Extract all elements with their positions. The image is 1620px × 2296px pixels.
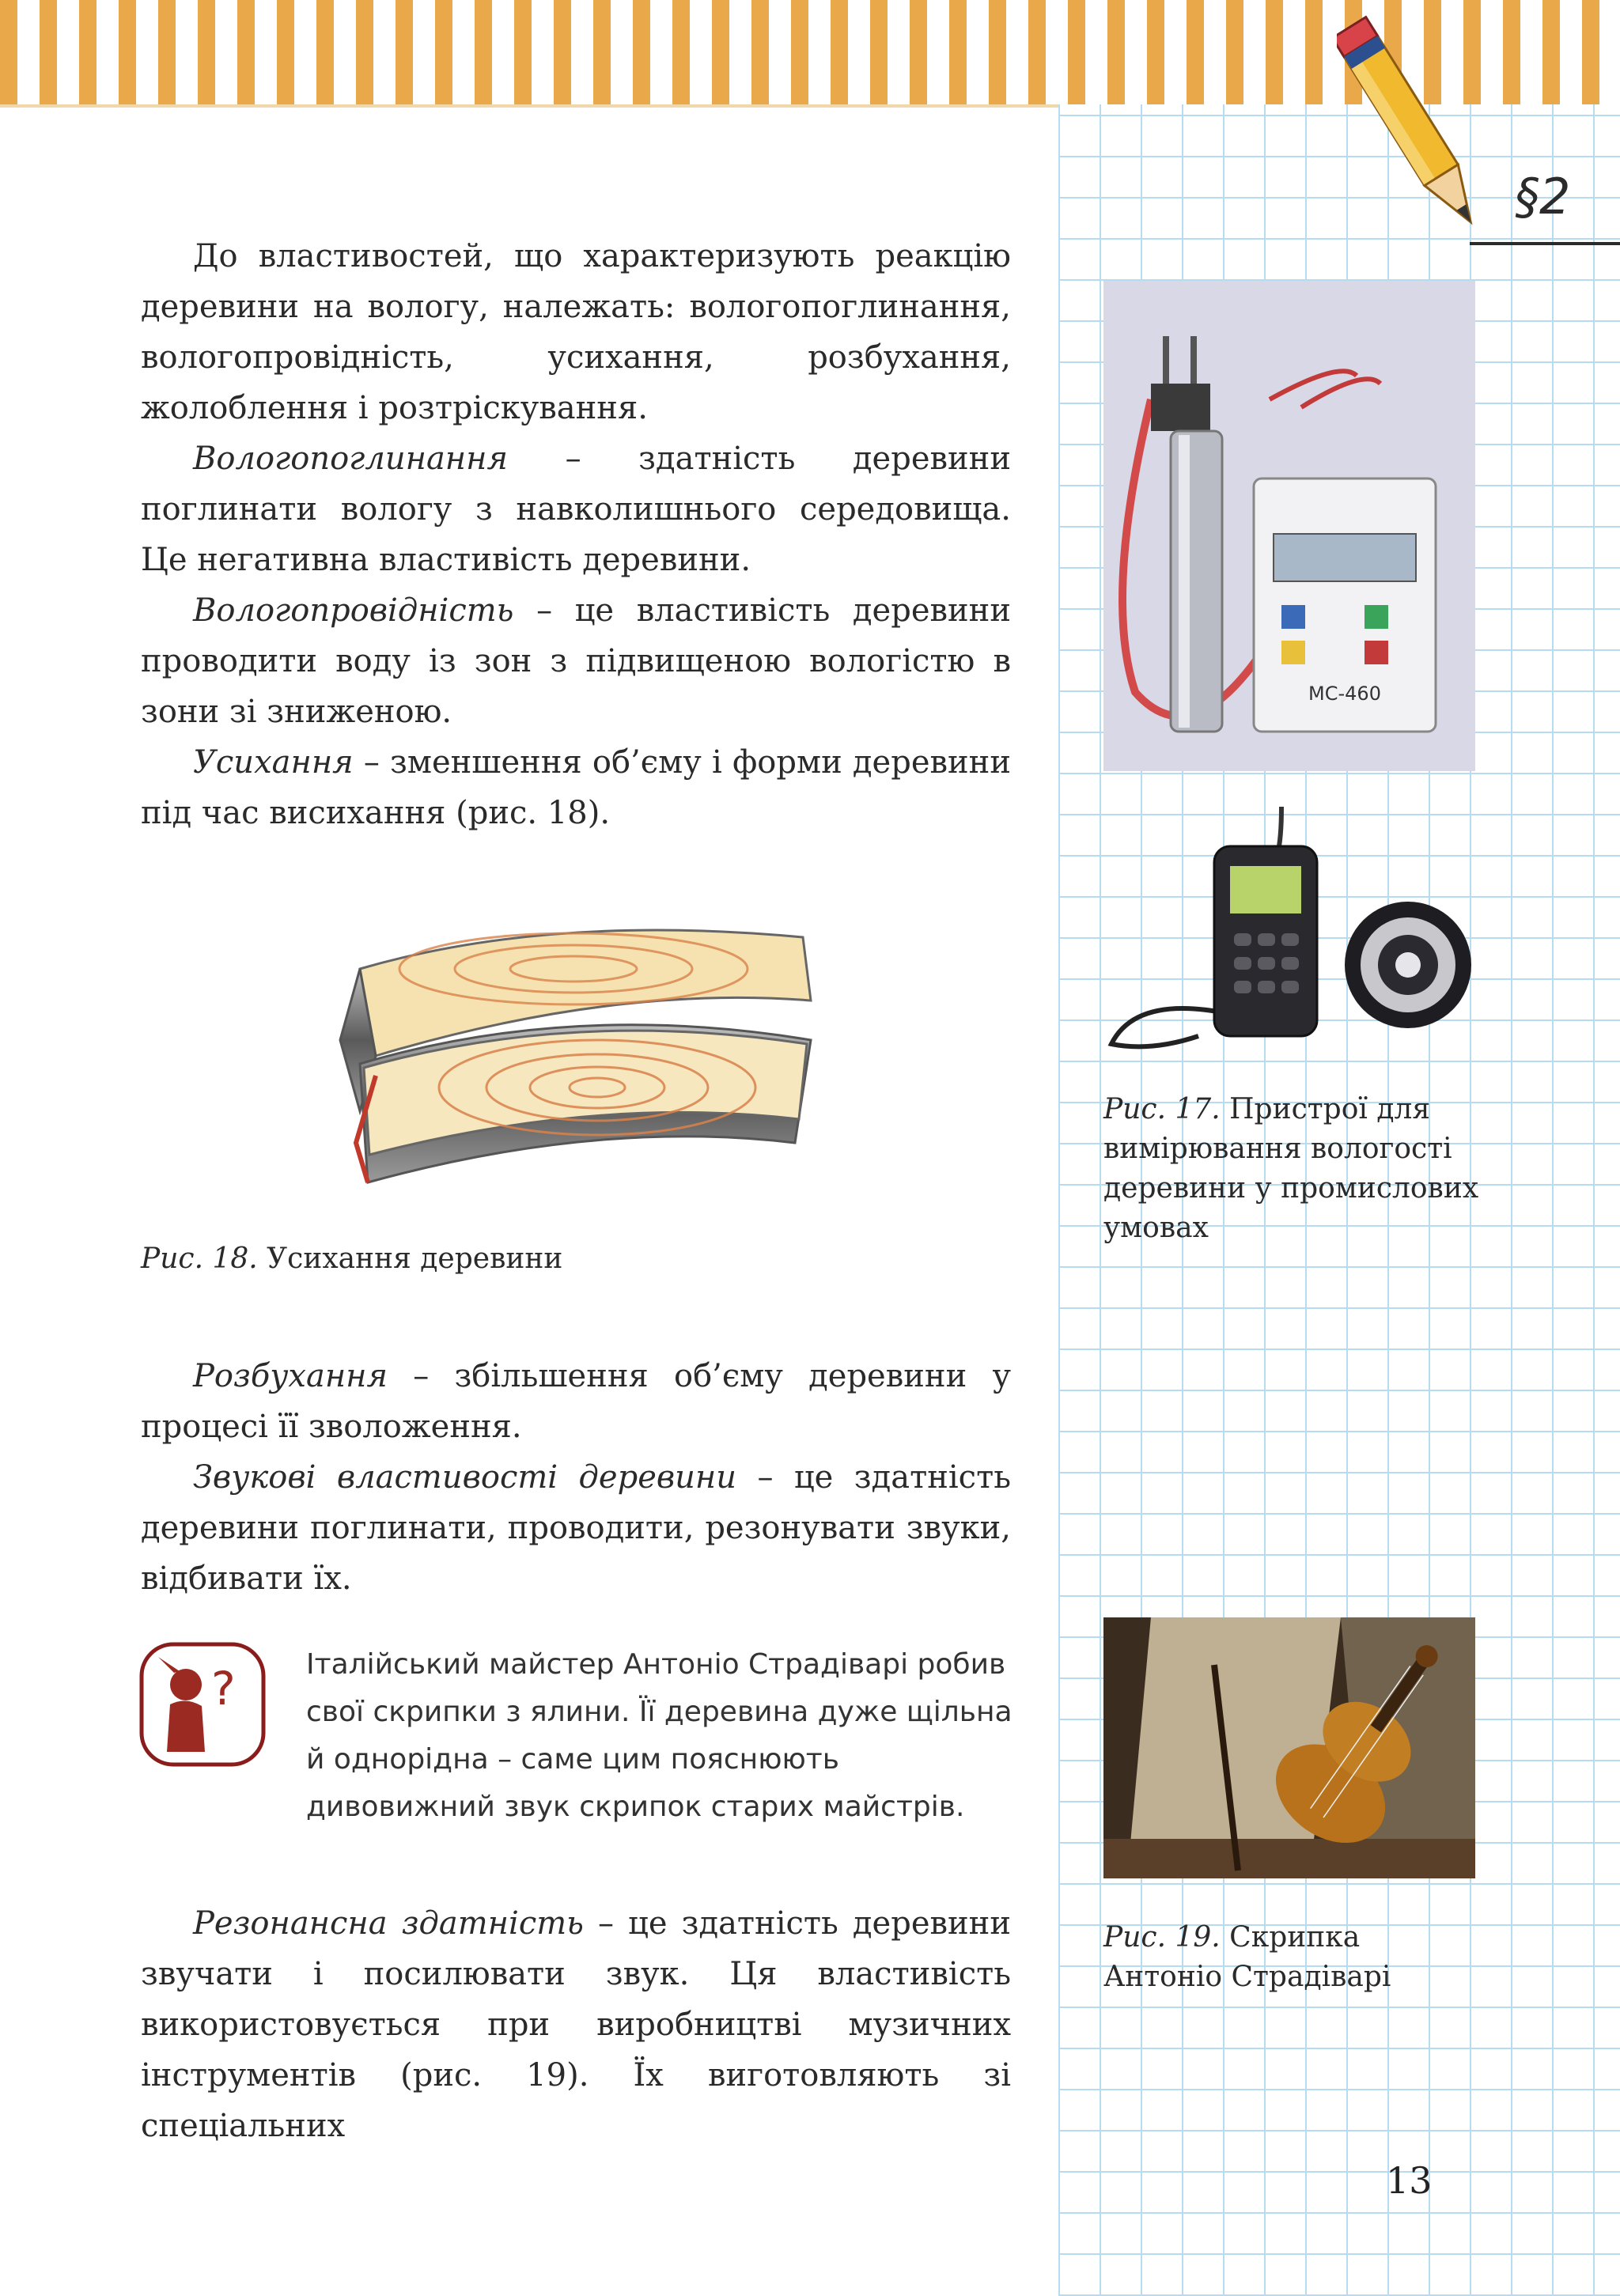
question-figure-icon: [138, 1641, 267, 1768]
term: Вологопоглинання: [193, 441, 508, 477]
term: Звукові властивості деревини: [193, 1459, 737, 1496]
text-block-bottom: [141, 1898, 1011, 2151]
section-label: §2: [1515, 168, 1571, 225]
figure-handheld-meter: [1103, 791, 1475, 1060]
paragraph: До властивостей, що характеризують реакцію деревини на вологу, належать: вологопоглинання, вологопровідність, усихання, розбухання, жолоблення і розтріскування.: [141, 238, 1011, 426]
text-block-top: [141, 231, 1011, 838]
figure-moisture-meter: [1103, 281, 1475, 771]
fact-text: Італійський майстер Антоніо Страдіварі робив свої скрипки з ялини. Її деревина дуже щільна й однорідна – саме цим пояснюють дивовижний звук скрипок старих майстрів.: [306, 1648, 1012, 1823]
section-underline: [1470, 242, 1620, 245]
text-block-middle: [141, 1351, 1011, 1604]
figure-18-caption: Рис. 18. Усихання деревини: [141, 1243, 563, 1275]
paragraph: Звукові властивості деревини – це здатність деревини поглинати, проводити, резонувати звуки, відбивати їх.: [141, 1459, 1011, 1597]
figure-violin: [1103, 1617, 1475, 1878]
paragraph: Резонансна здатність – це здатність деревини звучати і посилювати звук. Ця властивість використовується при виробництві музичних інструментів (рис. 19). Їх виготовляють зі спеціальних: [141, 1905, 1012, 2144]
figure-17-caption: Рис. 17. Пристрої для вимірювання вологості деревини у промислових умовах: [1103, 1093, 1479, 1244]
figure-wood-shrinkage: [312, 882, 827, 1198]
device-model-label: MC-460: [1308, 683, 1381, 705]
page-number: 13: [1386, 2159, 1433, 2202]
pencil-icon: [1337, 9, 1487, 247]
paragraph: Вологопоглинання – здатність деревини поглинати вологу з навколишнього середовища. Це негативна властивість деревини.: [141, 441, 1011, 578]
paragraph: Усихання – зменшення об’єму і форми деревини під час висихання (рис. 18).: [141, 744, 1011, 831]
term: Розбухання: [193, 1358, 388, 1394]
term: Резонансна здатність: [193, 1905, 584, 1942]
term: Вологопровідність: [193, 592, 514, 629]
term: Усихання: [193, 744, 354, 781]
svg-text:?: ?: [211, 1662, 236, 1715]
paragraph: Розбухання – збільшення об’єму деревини у процесі її зволоження.: [141, 1358, 1011, 1445]
fact-box: [138, 1641, 1016, 1839]
paragraph: Вологопровідність – це властивість деревини проводити воду із зон з підвищеною вологістю в зони зі зниженою.: [141, 592, 1011, 730]
figure-19-caption: Рис. 19. Скрипка Антоніо Страдіварі: [1103, 1921, 1391, 1993]
